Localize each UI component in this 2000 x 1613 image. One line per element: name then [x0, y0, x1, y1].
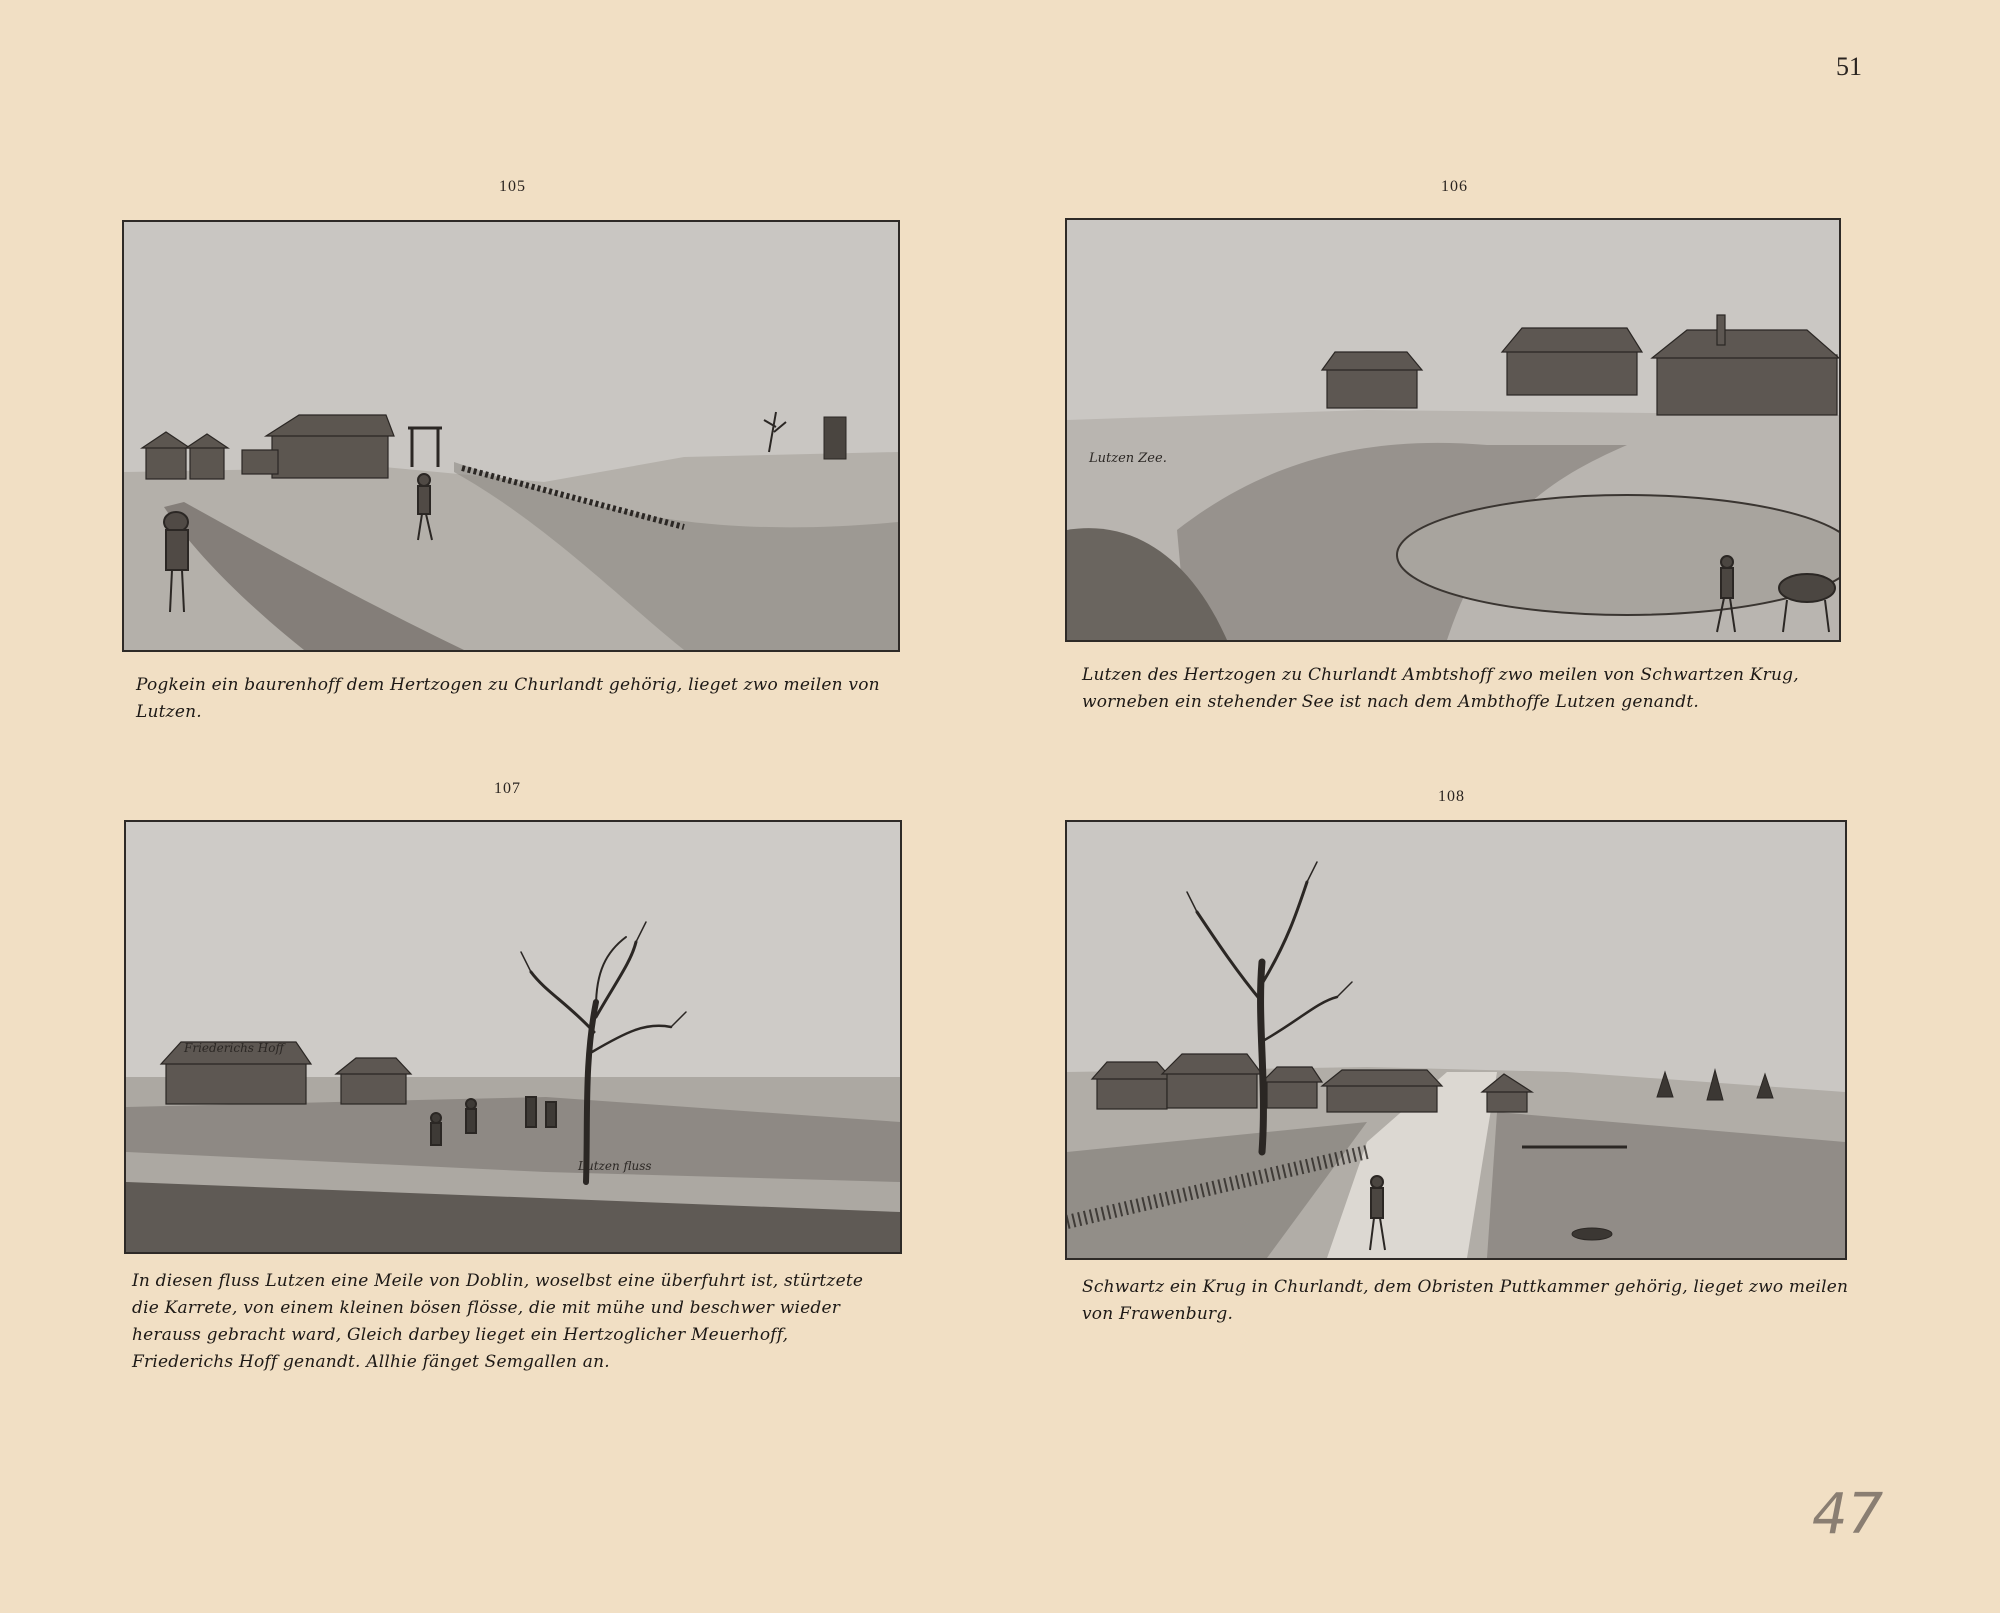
plate-105-caption: Pogkein ein baurenhoff dem Hertzogen zu Churlandt gehörig, lieget zwo meilen von Lutzen. — [136, 675, 880, 722]
plate-105-image — [122, 220, 900, 652]
village-road-illustration — [1067, 822, 1845, 1258]
plate-number-107: 107 — [494, 780, 521, 797]
plate-106-image — [1065, 218, 1841, 642]
plate-number-108: 108 — [1438, 788, 1465, 805]
plate-106-inscription: Lutzen Zee. — [1089, 451, 1167, 466]
plate-107-inscription-friederichs-hoff: Friederichs Hoff — [184, 1041, 284, 1055]
plate-108-caption: Schwartz ein Krug in Churlandt, dem Obristen Puttkammer gehörig, lieget zwo meilen von Frawenburg. — [1082, 1277, 1849, 1324]
river-and-tree-illustration — [126, 822, 900, 1252]
page-number: 51 — [1836, 52, 1862, 81]
plate-107-image — [124, 820, 902, 1254]
plate-106-caption: Lutzen des Hertzogen zu Churlandt Ambtshoff zwo meilen von Schwartzen Krug, worneben ein stehender See ist nach dem Ambthoffe Lutzen genandt. — [1082, 665, 1799, 712]
plate-108-image — [1065, 820, 1847, 1260]
plate-number-106: 106 — [1441, 178, 1468, 195]
farm-landscape-illustration — [124, 222, 898, 650]
estate-and-lake-illustration — [1067, 220, 1839, 640]
plate-number-105: 105 — [499, 178, 526, 195]
pencil-annotation: 47 — [1812, 1482, 1884, 1547]
plate-107-caption: In diesen fluss Lutzen eine Meile von Doblin, woselbst eine überfuhrt ist, stürtzete die Karrete, von einem kleinen bösen flösse, die mit mühe und beschwer wieder herauss gebracht ward, Gleich darbey lieget ein Hertzoglicher Meuerhoff, Friederichs Hoff genandt. Allhie fänget Semgallen an. — [132, 1271, 864, 1372]
plate-107-inscription-lutzen-fluss: Lutzen fluss — [578, 1159, 652, 1173]
